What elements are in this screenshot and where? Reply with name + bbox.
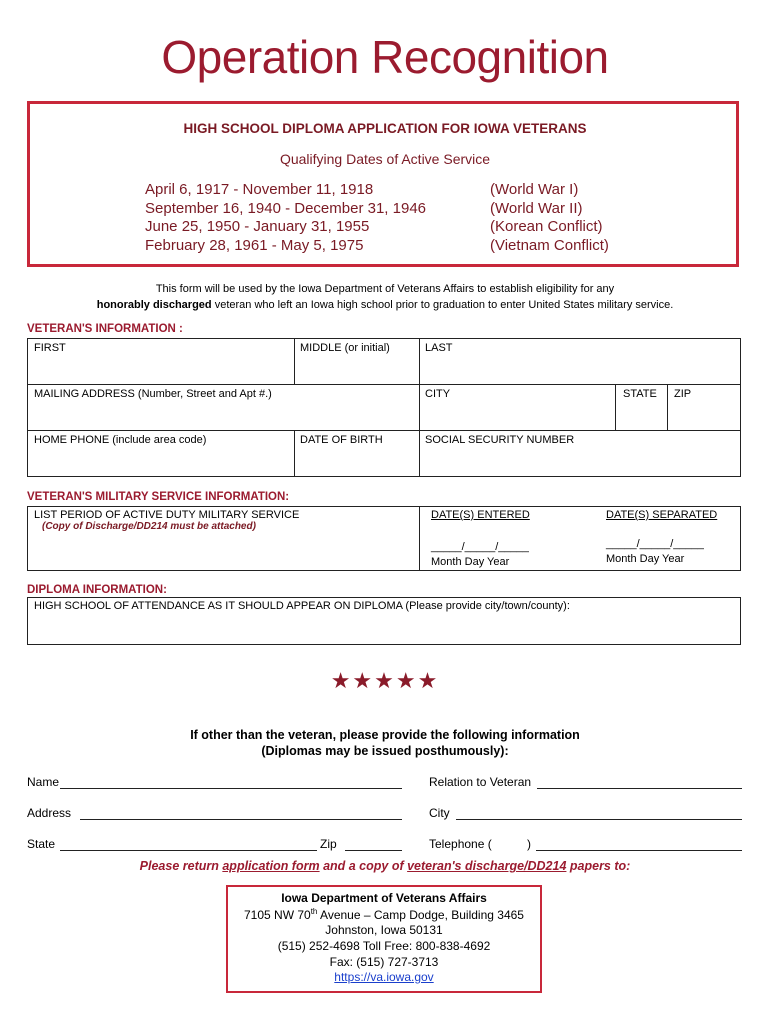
fax-number: Fax: (515) 727-3713 [329,955,439,969]
intro-line-1: This form will be used by the Iowa Department of Veterans Affairs to establish eligibility for any [155,283,615,295]
street-ordinal: th [310,907,318,916]
return-mid: and a copy of [319,859,408,873]
mailing-address-field[interactable]: MAILING ADDRESS (Number, Street and Apt #.) [34,388,272,400]
contact-address-field[interactable] [80,819,402,820]
contact-name-label: Name [27,775,60,789]
veteran-info-heading: VETERAN'S INFORMATION : [27,323,183,335]
contact-zip-field[interactable] [345,850,402,851]
telephone-close-paren: ) [527,837,531,851]
relation-label: Relation to Veteran [429,775,532,789]
diploma-info-grid [27,597,741,645]
return-form-text: application form [222,859,320,873]
page-title: Operation Recognition [161,31,609,83]
conflict-name: (World War II) [490,199,583,217]
intro-line-2-rest: veteran who left an Iowa high school prior to graduation to enter United States military service. [211,299,674,311]
contact-zip-label: Zip [320,837,337,851]
street-address [226,907,542,922]
date-separated-field[interactable]: _____/_____/_____ [606,538,704,550]
street-rest: Avenue – Camp Dodge, Building 3465 [317,908,524,922]
conflict-name: (World War I) [490,181,579,198]
zip-field[interactable]: ZIP [674,388,692,400]
contact-state-label: State [27,837,56,851]
service-dates-list [145,181,426,255]
veteran-info-grid [27,338,741,477]
telephone-field[interactable] [536,850,742,851]
last-name-field[interactable]: LAST [425,342,453,354]
phone-numbers: (515) 252-4698 Toll Free: 800-838-4692 [277,939,491,953]
relation-field[interactable] [537,788,742,789]
dd214-note: (Copy of Discharge/DD214 must be attached) [42,521,256,532]
street-number: 7105 NW 70 [244,908,311,922]
date-entered-label: DATE(S) ENTERED [431,509,530,521]
military-info-grid [27,506,741,571]
return-instructions [0,859,770,873]
conflict-name: (Vietnam Conflict) [490,236,609,254]
date-separated-label: DATE(S) SEPARATED [606,509,718,521]
city-state-zip: Johnston, Iowa 50131 [325,923,443,937]
website-link[interactable]: https://va.iowa.gov [334,970,434,984]
website-line [226,970,542,984]
qualifying-dates-heading: Qualifying Dates of Active Service [279,151,491,167]
date-entered-field[interactable]: _____/_____/_____ [431,541,529,553]
service-dates: February 28, 1961 - May 5, 1975 [145,236,364,254]
contact-name-field[interactable] [60,788,402,789]
application-heading: HIGH SCHOOL DIPLOMA APPLICATION FOR IOWA VETERANS [183,121,587,136]
state-field[interactable]: STATE [623,388,657,400]
conflict-list [490,181,609,255]
diploma-info-heading: DIPLOMA INFORMATION: [27,584,167,596]
other-info-heading: If other than the veteran, please provide the following information [190,728,580,742]
org-name: Iowa Department of Veterans Affairs [281,891,487,905]
service-dates: September 16, 1940 - December 31, 1946 [145,199,427,217]
contact-address-label: Address [27,806,72,820]
date-entered-legend: Month Day Year [431,556,510,568]
military-info-heading: VETERAN'S MILITARY SERVICE INFORMATION: [27,491,290,503]
active-duty-period-field[interactable]: LIST PERIOD OF ACTIVE DUTY MILITARY SERVICE [34,509,300,521]
home-phone-field[interactable]: HOME PHONE (include area code) [34,434,207,446]
first-name-field[interactable]: FIRST [34,342,66,354]
return-suffix: papers to: [566,859,631,873]
date-of-birth-field[interactable]: DATE OF BIRTH [300,434,383,446]
middle-name-field[interactable]: MIDDLE (or initial) [300,342,390,354]
intro-line-2 [0,299,770,311]
service-dates: April 6, 1917 - November 11, 1918 [145,181,374,198]
posthumous-note: (Diplomas may be issued posthumously): [261,744,509,758]
date-separated-legend: Month Day Year [606,553,685,565]
star-divider: ★★★★★ [330,668,440,693]
return-discharge-text: veteran's discharge/DD214 [407,859,567,873]
telephone-label: Telephone ( [429,837,492,851]
ssn-field[interactable]: SOCIAL SECURITY NUMBER [425,434,575,446]
return-prefix: Please return [139,859,223,873]
high-school-field[interactable]: HIGH SCHOOL OF ATTENDANCE AS IT SHOULD APPEAR ON DIPLOMA (Please provide city/town/county): [34,600,570,612]
honorably-discharged-text: honorably discharged [96,299,212,311]
city-field[interactable]: CITY [425,388,451,400]
conflict-name: (Korean Conflict) [490,218,603,235]
service-dates: June 25, 1950 - January 31, 1955 [145,218,370,235]
contact-state-field[interactable] [60,850,317,851]
contact-city-field[interactable] [456,819,742,820]
contact-city-label: City [429,806,450,820]
